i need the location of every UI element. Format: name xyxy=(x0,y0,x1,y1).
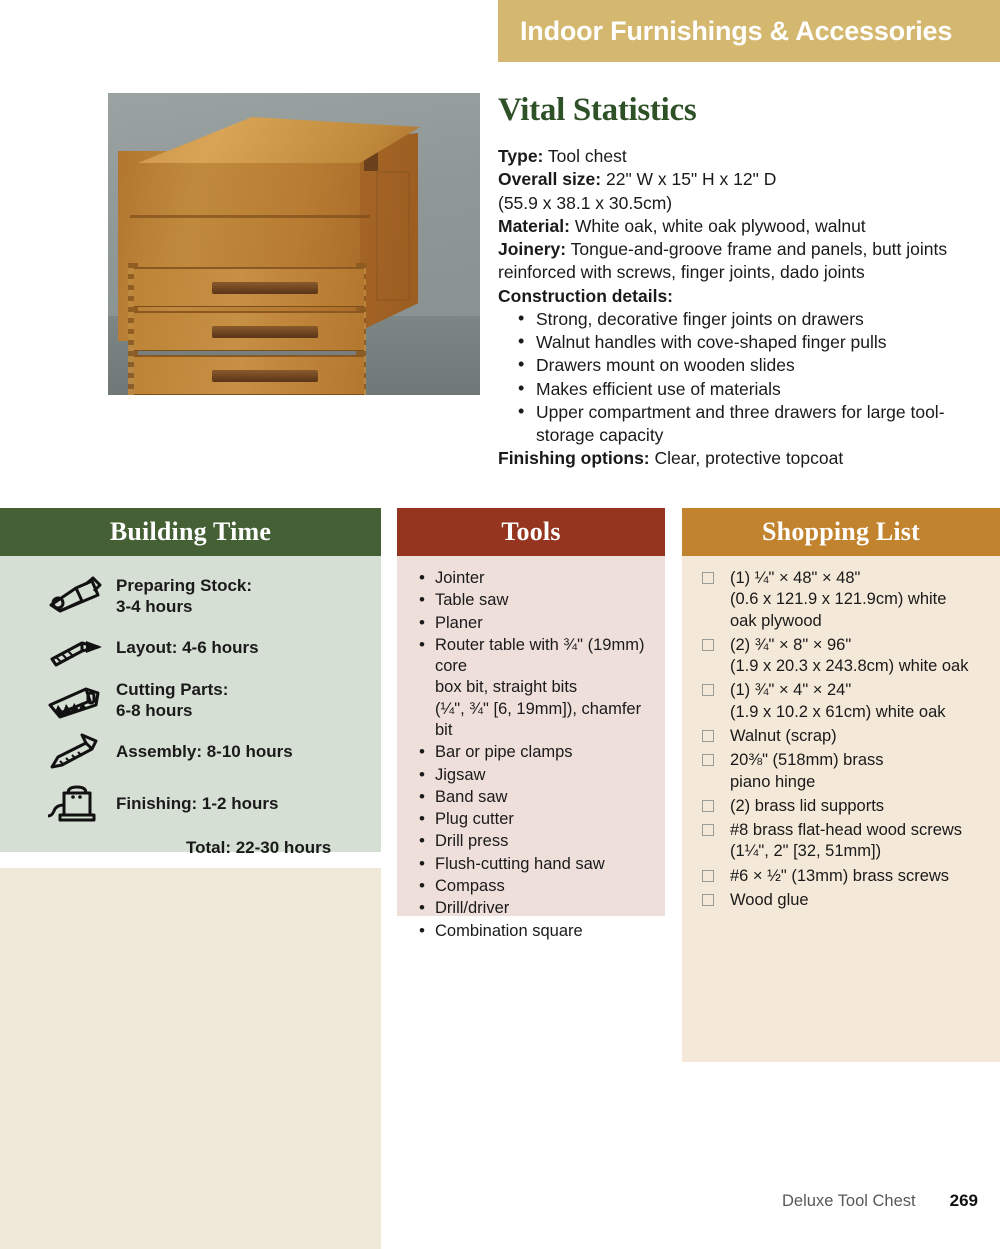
drawer-handle-2 xyxy=(212,326,318,338)
building-time-header xyxy=(0,508,381,556)
shopping-item-checkbox[interactable] xyxy=(702,730,714,742)
shopping-list-header xyxy=(682,508,1000,556)
shopping-item-text: #6 × ½" (13mm) brass screws xyxy=(730,866,950,885)
building-time-header-label: Building Time xyxy=(109,517,272,546)
vital-finishing-line xyxy=(498,447,968,470)
shopping-item-checkbox[interactable] xyxy=(702,824,714,836)
shopping-list-header-label: Shopping List xyxy=(762,517,920,546)
shopping-list-item xyxy=(698,866,992,887)
section-banner xyxy=(498,0,1000,62)
tools-list-item xyxy=(415,568,655,589)
construction-detail-item: • Upper compartment and three drawers for large tool-storage capacity xyxy=(512,401,968,448)
tools-list-item xyxy=(415,876,655,897)
tools-item-text: Jigsaw xyxy=(435,765,486,784)
hand-saw-icon xyxy=(46,679,116,721)
tools-list-item xyxy=(415,831,655,852)
shopping-item-text: (2) ¾" × 8" × 96" xyxy=(730,635,852,654)
chest-front-body xyxy=(118,151,360,341)
drawer-handle-1 xyxy=(212,282,318,294)
vital-material-value: White oak, white oak plywood, walnut xyxy=(569,215,866,236)
vital-statistics-body xyxy=(498,145,968,471)
shopping-list-item xyxy=(698,726,992,747)
chest-lid-line xyxy=(130,215,370,218)
tools-header xyxy=(397,508,665,556)
building-time-text xyxy=(116,637,259,658)
construction-detail-item: • Makes efficient use of materials xyxy=(512,378,968,401)
chest-drawer-3 xyxy=(134,355,364,395)
chest-side-recess xyxy=(376,171,410,301)
screw-icon xyxy=(46,731,116,773)
tools-list-item xyxy=(415,787,655,808)
tools-item-text: Table saw xyxy=(435,591,509,610)
shopping-list-item xyxy=(698,796,992,817)
shopping-item-continuation: (1.9 x 20.3 x 243.8cm) white oak xyxy=(730,657,969,676)
tools-panel xyxy=(397,556,665,940)
tools-list-item xyxy=(415,765,655,786)
building-time-row xyxy=(0,726,381,778)
shopping-item-checkbox[interactable] xyxy=(702,572,714,584)
shopping-item-text: Wood glue xyxy=(730,890,809,909)
vital-size-label: Overall size: xyxy=(498,169,602,190)
building-time-text xyxy=(116,575,252,617)
building-time-label: Preparing Stock: xyxy=(116,575,253,595)
building-time-text xyxy=(116,793,278,814)
shopping-list-panel xyxy=(682,556,1000,1062)
tools-item-text: Plug cutter xyxy=(435,810,514,829)
decorative-cream-block xyxy=(0,868,381,1249)
building-time-label: Finishing: 1-2 hours xyxy=(116,794,279,814)
tools-item-text: Planer xyxy=(435,613,483,632)
tools-list-item xyxy=(415,809,655,830)
shopping-list-item xyxy=(698,820,992,863)
tools-item-text: Drill press xyxy=(435,832,509,851)
vital-size-metric: (55.9 x 38.1 x 30.5cm) xyxy=(498,192,673,213)
building-time-label: Layout: 4-6 hours xyxy=(116,638,259,658)
tools-list-item xyxy=(415,635,655,741)
building-time-rows xyxy=(0,556,381,830)
shopping-item-text: (1) ¾" × 4" × 24" xyxy=(730,681,852,700)
shopping-item-checkbox[interactable] xyxy=(702,754,714,766)
vital-size-line xyxy=(498,168,968,191)
power-sander-icon xyxy=(46,783,116,825)
shopping-item-text: #8 brass flat-head wood screws xyxy=(730,821,963,840)
building-time-text xyxy=(116,679,228,721)
drawer-handle-3 xyxy=(212,370,318,382)
construction-details-list xyxy=(498,308,968,448)
building-time-total: Total: 22-30 hours xyxy=(186,838,332,857)
footer-page-number: 269 xyxy=(949,1191,978,1210)
building-time-label: Assembly: 8-10 hours xyxy=(116,742,293,762)
vital-size-value: 22" W x 15" H x 12" D xyxy=(601,169,777,190)
building-time-row xyxy=(0,622,381,674)
shopping-item-checkbox[interactable] xyxy=(702,639,714,651)
building-time-row xyxy=(0,778,381,830)
shopping-item-text: 20⅜" (518mm) brass xyxy=(730,751,884,770)
vital-type-value: Tool chest xyxy=(543,146,627,166)
building-time-value: 6-8 hours xyxy=(116,701,193,720)
shopping-item-checkbox[interactable] xyxy=(702,684,714,696)
vital-statistics-section xyxy=(498,92,968,471)
tools-item-text: Router table with ¾" (19mm) core xyxy=(435,635,645,676)
tools-list-item xyxy=(415,921,655,942)
tools-list-item xyxy=(415,613,655,634)
shopping-item-checkbox[interactable] xyxy=(702,870,714,882)
construction-detail-item: • Walnut handles with cove-shaped finger pulls xyxy=(512,331,968,354)
building-time-label: Cutting Parts: xyxy=(116,679,229,699)
tools-item-continuation: (¼", ¾" [6, 19mm]), chamfer bit xyxy=(435,699,642,739)
tools-item-text: Band saw xyxy=(435,787,508,806)
shopping-item-checkbox[interactable] xyxy=(702,800,714,812)
shopping-list-item xyxy=(698,568,992,632)
tools-list-item xyxy=(415,898,655,919)
tools-item-text: Drill/driver xyxy=(435,899,510,918)
tools-item-text: Combination square xyxy=(435,921,583,940)
tools-item-text: Jointer xyxy=(435,569,485,587)
vital-joinery-label: Joinery: xyxy=(498,239,567,260)
shopping-item-continuation: oak plywood xyxy=(730,611,822,630)
vital-material-line xyxy=(498,215,968,238)
construction-detail-item: • Strong, decorative finger joints on drawers xyxy=(512,308,968,331)
tool-chest-photo xyxy=(108,93,480,395)
vital-type-line xyxy=(498,145,968,168)
building-time-text xyxy=(116,741,293,762)
shopping-list-item xyxy=(698,680,992,723)
shopping-item-checkbox[interactable] xyxy=(702,894,714,906)
building-time-value: 3-4 hours xyxy=(116,597,193,616)
tools-list-item xyxy=(415,854,655,875)
building-time-row xyxy=(0,674,381,726)
shopping-item-continuation: (1.9 x 10.2 x 61cm) white oak xyxy=(730,702,946,721)
vital-finishing-label: Finishing options: xyxy=(498,448,650,469)
banner-title: Indoor Furnishings & Accessories xyxy=(520,15,953,46)
shopping-item-continuation: piano hinge xyxy=(730,772,816,791)
shopping-list-item xyxy=(698,635,992,678)
hand-plane-icon xyxy=(46,575,116,617)
tools-header-label: Tools xyxy=(501,517,561,546)
tools-list-item xyxy=(415,742,655,763)
construction-detail-item: • Drawers mount on wooden slides xyxy=(512,354,968,377)
building-time-row xyxy=(0,570,381,622)
tools-list-item xyxy=(415,590,655,611)
vital-construction-label: Construction details: xyxy=(498,285,674,306)
vital-statistics-title: Vital Statistics xyxy=(498,92,697,128)
vital-finishing-value: Clear, protective topcoat xyxy=(649,448,844,469)
shopping-item-continuation: (0.6 x 121.9 x 121.9cm) white xyxy=(730,590,947,609)
building-time-panel xyxy=(0,556,381,857)
pencil-icon xyxy=(46,627,116,669)
vital-material-label: Material: xyxy=(498,215,570,236)
tools-item-text: Bar or pipe clamps xyxy=(435,743,573,762)
shopping-list xyxy=(682,556,1000,911)
shopping-item-text: (2) brass lid supports xyxy=(730,796,885,815)
tools-item-text: Compass xyxy=(435,876,505,895)
vital-joinery-line xyxy=(498,238,968,285)
shopping-item-text: (1) ¼" × 48" × 48" xyxy=(730,569,861,587)
shopping-list-item xyxy=(698,890,992,911)
shopping-item-text: Walnut (scrap) xyxy=(730,726,837,745)
chest-drawer-1 xyxy=(134,267,364,307)
tools-list xyxy=(397,556,665,942)
footer-project-title: Deluxe Tool Chest xyxy=(782,1192,916,1210)
shopping-item-continuation: (1¼", 2" [32, 51mm]) xyxy=(730,842,882,861)
chest-drawer-2 xyxy=(134,311,364,351)
tools-item-continuation: box bit, straight bits xyxy=(435,678,578,697)
vital-type-label: Type: xyxy=(498,146,544,166)
shopping-list-item xyxy=(698,750,992,793)
tools-item-text: Flush-cutting hand saw xyxy=(435,854,605,873)
vital-joinery-value: Tongue-and-groove frame and panels, butt joints reinforced with screws, finger joints, dado joints xyxy=(498,239,948,283)
page-footer xyxy=(782,1191,978,1211)
